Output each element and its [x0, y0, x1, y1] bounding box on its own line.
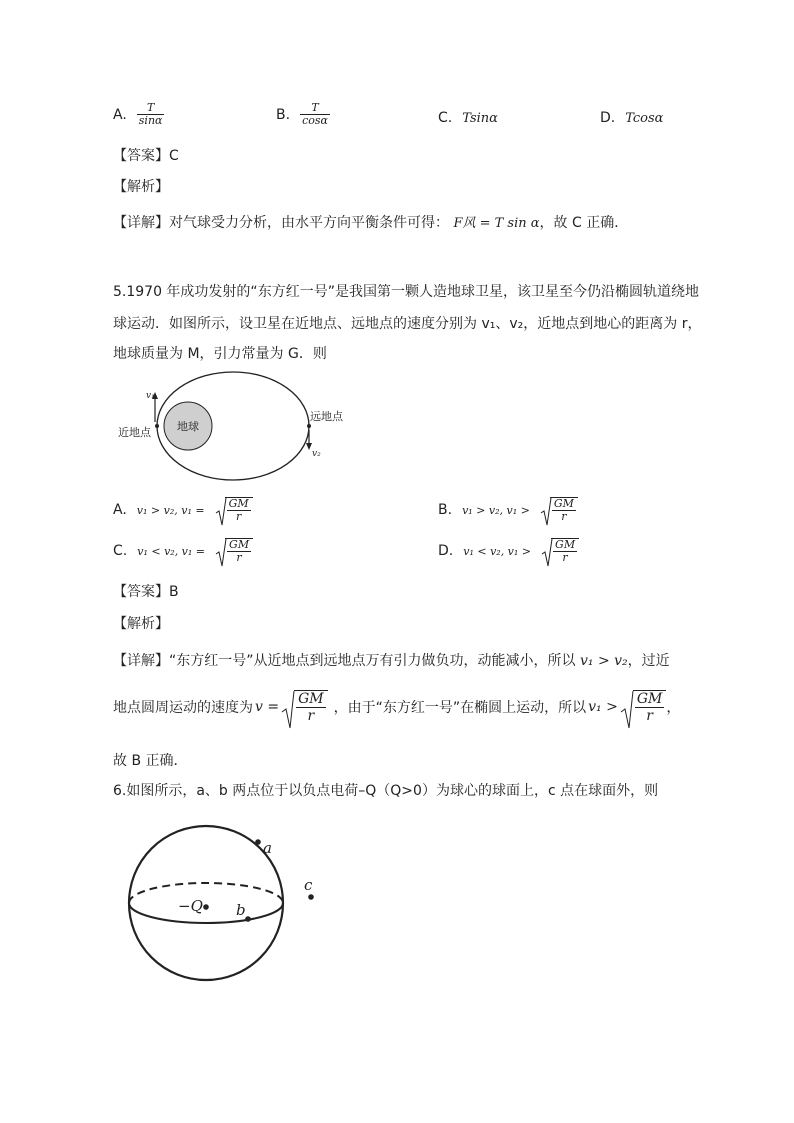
center-charge-point: [203, 904, 209, 910]
q5-detail-line3: 故 B 正确．: [113, 753, 188, 769]
apogee-point: [307, 424, 311, 428]
q4-option-a: [113, 102, 164, 127]
option-letter: D.: [600, 110, 616, 126]
q6-stem: 6.如图所示，a、b 两点位于以负点电荷–Q（Q>0）为球心的球面上，c 点在球面外，则: [113, 783, 659, 799]
q5-option-c: [113, 538, 253, 564]
label-b: b: [236, 901, 246, 919]
detail-text: ，: [666, 700, 681, 716]
answer-value: B: [169, 584, 179, 600]
fraction: $\frac{GM}{r}$: [298, 691, 324, 724]
fraction: $\frac{GM}{r}$: [229, 538, 250, 564]
point-c: [308, 894, 314, 900]
q4-option-c: [438, 110, 498, 126]
q5-option-b: [438, 497, 578, 523]
answer-tag: 【答案】: [113, 148, 169, 164]
option-letter: B.: [438, 502, 453, 518]
radical: [215, 538, 253, 564]
q4-answer: [113, 145, 179, 165]
orbit-diagram: [110, 368, 360, 488]
q5-analysis-tag: 【解析】: [113, 616, 169, 632]
label-a: a: [263, 839, 272, 857]
charge-label: −Q: [178, 897, 203, 915]
q5-stem-line3: 地球质量为 M，引力常量为 G．则: [113, 346, 327, 362]
fraction: $\frac{T}{\cos\alpha}$: [302, 101, 328, 127]
radical: [215, 497, 253, 523]
radical-sign: [215, 538, 227, 568]
radical-sign: [215, 497, 227, 527]
detail-tag: 【详解】: [113, 215, 169, 231]
detail-end: ，故 C 正确．: [539, 215, 629, 231]
option-expr: v₁ > v₂, v₁ =: [136, 503, 205, 517]
label-c: c: [304, 876, 313, 894]
q4-option-d: [600, 110, 663, 126]
detail-formula: F风 = T sin α: [453, 216, 540, 231]
q4-detail: [113, 212, 628, 232]
radical: [540, 497, 578, 523]
q5-stem-line1: 5.1970 年成功发射的“东方红一号”是我国第一颗人造地球卫星，该卫星至今仍沿椭圆轨道绕地: [113, 284, 699, 300]
option-letter: B.: [276, 106, 291, 123]
v1-label: v₁: [146, 391, 155, 401]
option-letter: C.: [113, 543, 128, 559]
fraction: $\frac{GM}{r}$: [555, 538, 576, 564]
radical-sign: [541, 538, 553, 568]
option-expr: v₁ < v₂, v₁ =: [137, 544, 206, 558]
option-expr: v₁ > v₂, v₁ >: [462, 503, 530, 517]
apogee-label: 远地点: [310, 410, 343, 423]
radical: [620, 690, 667, 724]
option-value: Tcosα: [625, 110, 664, 126]
option-expr: v₁ < v₂, v₁ >: [463, 544, 532, 558]
fraction: $\frac{GM}{r}$: [228, 497, 249, 523]
option-letter: A.: [113, 106, 127, 123]
sphere-diagram: [120, 815, 330, 995]
detail-text-end: ，过近: [627, 653, 670, 669]
q4-option-b: [276, 102, 330, 127]
q5-detail-line1: [113, 650, 670, 670]
radical-sign: [620, 690, 634, 730]
q5-answer: [113, 581, 179, 601]
answer-value: C: [169, 148, 179, 164]
q5-option-d: [438, 538, 579, 564]
radical-sign: [281, 690, 295, 730]
detail-text: 地点圆周运动的速度为: [113, 700, 253, 716]
option-letter: C.: [438, 110, 453, 126]
velocity-symbol: v =: [255, 699, 280, 715]
velocity-symbol: v₁ >: [588, 699, 618, 715]
perigee-label: 近地点: [118, 426, 151, 439]
radical: [541, 538, 579, 564]
answer-tag: 【答案】: [113, 584, 169, 600]
radical: [281, 690, 328, 724]
q5-option-a: [113, 497, 253, 523]
point-a: [255, 839, 261, 845]
q4-analysis-tag: 【解析】: [113, 179, 169, 195]
detail-text: 对气球受力分析，由水平方向平衡条件可得：: [169, 215, 449, 231]
detail-text: ，由于“东方红一号”在椭圆上运动，所以: [333, 700, 587, 716]
v2-label: v₂: [312, 449, 321, 459]
detail-text: “东方红一号”从近地点到远地点万有引力做负功，动能减小，所以: [169, 653, 576, 669]
point-b: [245, 916, 251, 922]
perigee-point: [155, 424, 159, 428]
q5-stem-line2: 球运动．如图所示，设卫星在近地点、远地点的速度分别为 v₁、v₂，近地点到地心的距离为 r，: [113, 316, 702, 332]
fraction: $\frac{T}{\sin\alpha}$: [138, 101, 163, 127]
detail-formula: v₁ > v₂: [579, 653, 628, 669]
option-letter: A.: [113, 502, 127, 518]
sphere-outline: [129, 826, 283, 980]
option-value: Tsinα: [462, 110, 498, 126]
radical-sign: [540, 497, 552, 527]
fraction: $\frac{GM}{r}$: [553, 497, 574, 523]
earth-label: 地球: [177, 420, 199, 433]
fraction: $\frac{GM}{r}$: [636, 691, 663, 724]
q5-detail-line2: [113, 690, 680, 724]
option-letter: D.: [438, 543, 454, 559]
detail-tag: 【详解】: [113, 653, 169, 669]
equator-back: [129, 883, 283, 903]
